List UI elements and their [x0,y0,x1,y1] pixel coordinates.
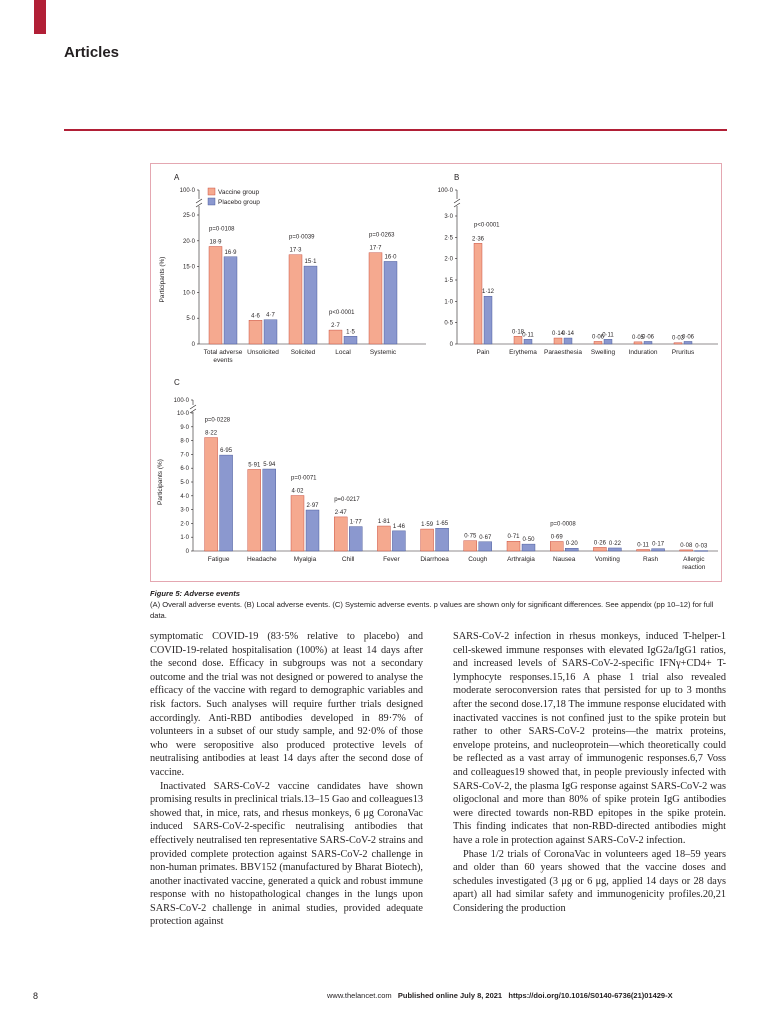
x-tick-label: Swelling [590,349,616,356]
body-column-right [453,630,726,915]
x-tick-label: Vomiting [594,556,620,563]
data-label-placebo: 1·12 [481,289,495,296]
data-label-vaccine: 0·05 [631,334,645,341]
y-axis-label: Participants (%) [159,256,166,303]
data-label-vaccine: 4·6 [251,313,260,320]
bar-vaccine [205,438,218,551]
bar-placebo [695,551,708,552]
y-tick-label: 0 [449,342,453,348]
y-tick-label: 1·0 [180,535,189,542]
data-label-placebo: 0·14 [561,331,575,338]
y-tick-label: 10·0 [176,411,189,417]
footer-source [327,991,673,1000]
y-axis-label: Participants (%) [157,459,164,505]
data-label-placebo: 0·20 [565,541,578,548]
x-tick-label: Erythema [509,349,537,356]
bar-placebo [306,510,319,551]
bar-vaccine [550,541,563,551]
panel-letter-b: B [454,173,460,182]
bar-vaccine [289,255,302,344]
bar-vaccine [554,338,562,344]
footer-published: Published online July 8, 2021 [397,991,503,1000]
data-label-placebo: 0·03 [695,543,708,550]
bar-placebo [564,338,572,344]
data-label-vaccine: 0·18 [511,329,525,336]
p-value-label: p=0·0108 [209,226,235,233]
data-label-vaccine: 18·9 [209,239,222,246]
x-tick-label: Arthralgia [507,556,535,563]
data-label-vaccine: 2·36 [471,236,485,243]
data-label-placebo: 1·77 [349,519,362,526]
y-tick-label: 0·5 [444,320,453,327]
bar-placebo [608,548,621,551]
data-label-placebo: 1·65 [436,521,449,528]
y-tick-label: 7·0 [180,452,189,459]
bar-placebo [263,469,276,551]
data-label-placebo: 5·94 [263,462,276,469]
data-label-vaccine: 0·26 [593,540,606,547]
bar-vaccine [369,253,382,344]
bar-vaccine [674,343,682,344]
legend-swatch-placebo [208,198,215,205]
y-tick-label: 0 [185,549,189,555]
y-tick-label: 6·0 [180,466,189,473]
brand-bar [34,0,46,34]
bar-vaccine [464,541,477,551]
bar-placebo [652,549,665,551]
data-label-vaccine: 0·08 [680,542,693,549]
data-label-placebo: 1·5 [346,329,355,336]
x-tick-label: Allergic [683,556,705,563]
data-label-vaccine: 4·02 [291,488,304,495]
bar-placebo [304,266,317,344]
bar-placebo [479,542,492,551]
body-paragraph: symptomatic COVID-19 (83·5% relative to placebo) and COVID-19-related hospitalisation (100%) at least 14 days after the second dose. Efficacy in subgroups was not a secondary outcome and the trial was not designed or powered to analyse the efficacy of the vaccine with regard to demographic variables and risk factors. Such analyses will require further trials designed accordingly. Anti-RBD antibodies developed in 89·7% of volunteers in a subset of our study sample, and 92·0% of those who were seropositive also produced protective levels of neutralising antibodies at least 14 days after the second dose of vaccine. [150,631,423,778]
p-value-label: p=0·0228 [204,417,231,424]
p-value-label: p=0·0071 [291,475,317,482]
data-label-placebo: 1·46 [392,523,405,530]
x-tick-label: Cough [468,556,488,563]
bar-vaccine [514,336,522,344]
panel-letter-c: C [174,378,180,387]
y-tick-label: 9·0 [180,424,189,431]
data-label-placebo: 2·97 [306,503,319,510]
y-tick-label: 0 [191,342,195,348]
bar-vaccine [474,243,482,344]
bar-placebo [522,544,535,551]
y-tick-label: 100·0 [179,188,195,194]
y-tick-label: 100·0 [437,188,453,194]
x-tick-label: Chill [341,556,355,563]
data-label-vaccine: 0·71 [507,534,520,541]
data-label-placebo: 16·0 [384,254,397,261]
panel-letter-a: A [174,173,180,182]
data-label-vaccine: 0·69 [550,534,563,541]
bar-placebo [264,320,277,344]
data-label-placebo: 0·11 [522,332,534,339]
data-label-placebo: 0·17 [652,541,665,548]
body-paragraph: SARS-CoV-2 infection in rhesus monkeys, induced T-helper-1 cell-skewed immune responses with elevated IgG2a/IgG1 ratios, and increased levels of SARS-CoV-2-specific IFNγ+CD4+ T-lymphocyte responses.15,16 A phase 1 trial also revealed moderate seroconversion rates that persisted for up to 3 months after the second dose.17,18 The immune response elucidated with inactivated vaccines is not confined just to the spike protein but rather to other SARS-CoV-2 proteins—the matrix proteins, envelope proteins, and nucleoprotein—which theoretically could be reflected as a vast array of immunogenic responses.6,7 Voss and colleagues19 showed that, in people previously infected with SARS-CoV-2, the plasma IgG response against SARS-CoV-2 was oligoclonal and more than 80% of spike protein IgG antibodies were directed towards non-RBD epitopes in the spike protein. This finding indicates that non-RBD-directed antibodies might have a role in protection against SARS-CoV-2 infection. [453,631,726,846]
data-label-placebo: 0·22 [608,540,621,547]
y-axis-break [196,199,202,203]
bar-placebo [392,531,405,551]
data-label-placebo: 0·11 [602,332,614,339]
bar-vaccine [329,330,342,344]
y-tick-label: 20·0 [182,238,195,245]
bar-vaccine [594,341,602,344]
footer-doi[interactable]: https://doi.org/10.1016/S0140-6736(21)01429-X [508,991,673,1000]
data-label-vaccine: 0·11 [637,542,649,549]
x-tick-label: Fever [383,556,400,563]
y-tick-label: 15·0 [182,264,195,271]
data-label-vaccine: 0·06 [591,334,605,341]
y-axis-break [190,405,196,409]
data-label-vaccine: 17·7 [369,245,382,252]
y-tick-label: 3·0 [180,507,189,514]
data-label-vaccine: 1·59 [421,522,434,529]
x-tick-label: reaction [682,564,706,571]
data-label-vaccine: 0·14 [551,331,565,338]
page-number: 8 [33,991,39,1001]
body-paragraph: Inactivated SARS-CoV-2 vaccine candidates have shown promising results in preclinical trials.13–15 Gao and colleagues13 showed that, in mice, rats, and rhesus monkeys, 6 μg CoronaVac induced SARS-CoV-2-specific neutralising antibodies that effectively neutralised ten representative SARS-CoV-2 strains and provided complete protection against SARS-CoV-2 challenge in non-human primates. BBV152 (manufactured by Bharat Biotech), another inactivated vaccine, generated a quick and robust immune response with no histopathological changes in the lungs upon SARS-CoV-2 challenge in animal studies, provided adequate protection against [150,780,423,928]
footer-site[interactable]: www.thelancet.com [327,991,392,1000]
y-tick-label: 2·5 [444,235,453,242]
x-tick-label: Solicited [290,349,316,356]
data-label-placebo: 6·95 [220,448,233,455]
x-tick-label: Rash [643,556,659,563]
y-tick-label: 5·0 [186,316,195,323]
y-tick-label: 2·0 [444,256,453,263]
data-label-placebo: 16·9 [224,249,237,256]
caption-title: Figure 5: Adverse events [150,589,241,598]
bar-placebo [484,296,492,344]
bar-placebo [220,455,233,551]
data-label-placebo: 0·67 [479,534,492,541]
bar-placebo [684,341,692,344]
p-value-label: p=0·0217 [334,496,360,503]
data-label-vaccine: 0·03 [671,335,685,342]
x-tick-label: Local [335,349,351,356]
bar-placebo [349,527,362,551]
data-label-vaccine: 5·91 [248,462,261,469]
bar-vaccine [291,496,304,551]
figure-caption [150,588,725,621]
y-axis-break [454,199,460,203]
data-label-placebo: 0·50 [522,537,535,544]
bar-placebo [565,548,578,551]
p-value-label: p<0·0001 [474,222,500,229]
y-tick-label: 5·0 [180,480,189,486]
data-label-placebo: 15·1 [304,259,317,266]
y-tick-label: 25·0 [182,213,195,219]
x-tick-label: Total adverse [203,349,243,356]
data-label-placebo: 4·7 [266,312,275,319]
bar-vaccine [377,526,390,551]
y-tick-label: 1·5 [444,278,453,284]
bar-placebo [524,339,532,344]
data-label-vaccine: 8·22 [205,430,218,437]
x-tick-label: Induration [628,349,658,356]
x-tick-label: events [213,357,233,364]
x-tick-label: Pruritus [671,349,695,356]
y-tick-label: 3·0 [444,214,453,220]
p-value-label: p=0·0008 [550,521,576,528]
data-label-vaccine: 17·3 [289,247,302,254]
y-tick-label: 4·0 [180,493,189,500]
data-label-vaccine: 1·81 [377,519,390,526]
x-tick-label: Pain [476,349,490,356]
section-title: Articles [64,44,120,61]
bar-vaccine [637,549,650,551]
p-value-label: p<0·0001 [329,310,355,317]
data-label-placebo: 0·06 [641,334,655,341]
bar-placebo [436,528,449,551]
bar-placebo [224,257,237,344]
legend-label-vaccine: Vaccine group [218,189,260,196]
y-tick-label: 1·0 [444,299,453,306]
x-tick-label: Headache [246,556,277,563]
y-tick-label: 2·0 [180,521,189,528]
legend-label-placebo: Placebo group [218,199,260,206]
header-rule [64,129,727,131]
x-tick-label: Myalgia [293,556,317,563]
bar-vaccine [507,541,520,551]
y-tick-label: 10·0 [182,290,195,297]
bar-placebo [604,339,612,344]
data-label-vaccine: 2·7 [331,323,340,330]
x-tick-label: Nausea [552,556,576,563]
bar-vaccine [593,547,606,551]
x-tick-label: Diarrhoea [420,556,449,563]
bar-placebo [384,261,397,344]
bar-placebo [344,336,357,344]
x-tick-label: Fatigue [207,556,230,563]
bar-vaccine [248,469,261,551]
bar-vaccine [680,550,693,551]
p-value-label: p=0·0039 [289,234,315,241]
bar-vaccine [249,320,262,344]
legend-swatch-vaccine [208,188,215,195]
data-label-placebo: 0·06 [681,334,695,341]
body-paragraph: Phase 1/2 trials of CoronaVac in volunteers aged 18–59 years and older than 60 years showed that the vaccine doses and schedules investigated (3 μg or 6 μg, applied 14 days or 28 days apart) all had similar safety and immunogenicity profiles.20,21 Considering the production [453,848,726,914]
bar-vaccine [209,246,222,344]
data-label-vaccine: 0·75 [464,533,477,540]
bar-vaccine [421,529,434,551]
x-tick-label: Paraesthesia [544,349,582,356]
y-tick-label: 100·0 [173,398,189,404]
caption-text: (A) Overall adverse events. (B) Local adverse events. (C) Systemic adverse events. p values are shown only for significant differences. See appendix (pp 10–12) for full data. [150,600,714,620]
bar-placebo [644,341,652,344]
bar-vaccine [634,342,642,344]
body-column-left [150,630,423,929]
figure-5-chart [150,163,722,582]
p-value-label: p=0·0263 [369,232,395,239]
x-tick-label: Unsolicited [247,349,279,356]
bar-vaccine [334,517,347,551]
x-tick-label: Systemic [369,349,397,356]
data-label-vaccine: 2·47 [334,509,347,516]
y-tick-label: 8·0 [180,438,189,445]
